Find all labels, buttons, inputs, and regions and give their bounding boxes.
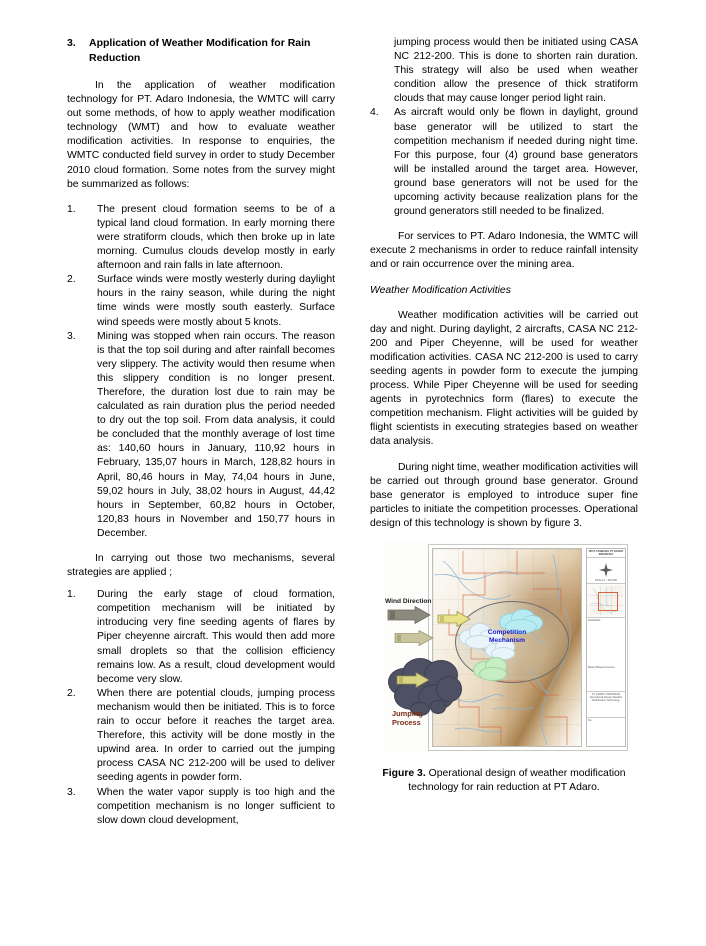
list-item [370, 106, 638, 219]
list-marker: 2. [67, 274, 76, 286]
list-item-continuation [370, 36, 638, 106]
figure-3-image [384, 542, 630, 753]
index-map-graphic [589, 586, 623, 615]
intro-paragraph: In the application of weather modification technology for PT. Adaro Indonesia, the WMTC will carry out some methods, of how to apply weather modification technology (WMT) and how to evaluate weather modification activities. In response to enquiries, the WMTC conducted field survey in order to study December 2010 cloud formation. Some notes from the survey might be summarized as follows: [67, 80, 335, 190]
competition-mechanism-label: Competition Mechanism [487, 629, 527, 644]
index-map-block [587, 584, 625, 618]
list-item [67, 273, 335, 329]
jumping-process-arrow-icon [396, 672, 430, 688]
list-text: As aircraft would only be flown in daylight, ground base generator will be utilized to start the competition mechanism if needed during night time. For this purpose, four (4) ground base generators will be installed around the target area. However, ground base generators will not be used for the upcoming activity because realization plans for the ground generators still needed to be finalized. [394, 107, 638, 218]
list-item [67, 203, 335, 273]
legend-organization-block [587, 692, 625, 718]
figure-3-caption [370, 767, 638, 795]
list-marker: 3. [67, 330, 76, 342]
activities-paragraph: Weather modification activities will be carried out day and night. During daylight, 2 aircrafts, CASA NC 212-200 and Piper Cheyenne, will be used for weather modification activities. CASA NC 212-200 is used to carry seeding agents in powder form to execute the jumping process. While Piper Cheyenne will be used for seeding agents in pyrotechnics form (flares) to execute the competition mechanism. Flight activities will be guided by flight scientists in executing strategies based on weather data analysis. [370, 309, 638, 448]
list-marker-empty [370, 36, 394, 106]
right-column [370, 36, 638, 926]
list-item [67, 588, 335, 687]
organization-line-2: Operational Design Weather Modification Technology [589, 696, 623, 703]
organization-line-1: PT. ADARO INDONESIA [591, 693, 621, 696]
map-frame [428, 544, 628, 751]
wind-direction-label: Wind Direction [385, 598, 432, 605]
survey-notes-list [67, 203, 335, 541]
north-label: U [605, 572, 607, 576]
list-text: Surface winds were mostly westerly during daylight hours in the rainy season, while during the night time winds were mostly south easterly. Surface wind speeds were mostly about 5 knots. [97, 274, 335, 328]
scale-note: SKALA 1 : 250.000 [595, 578, 617, 582]
jumping-process-label: Jumping Process [392, 709, 423, 727]
list-text: When there are potential clouds, jumping process mechanism would then be initiated. This is to force rain to occur before it reaches the target area. Therefore, this activity will be done mostly in the upwind area. In order to carried out the jumping process CASA NC 212-200 will be used to deliver seeding agents in powder form. [97, 687, 335, 784]
list-text: The present cloud formation seems to be of a typical land cloud formation. In early morning there were stratiform clouds, which then broke up in late morning. Cumulus clouds develop mostly in early afternoon and rain falls in late afternoon. [97, 203, 335, 272]
section-number: 3. [67, 37, 76, 49]
continued-strategy-text: jumping process would then be initiated using CASA NC 212-200. This is done to shorten rain duration. This strategy will also be used when weather condition allow the presence of thick stratiform clouds that may cause longer period light rain. [394, 37, 638, 105]
list-marker: 2. [67, 687, 76, 699]
list-marker: 4. [370, 107, 379, 119]
figure-caption-label: Figure 3. [382, 768, 426, 779]
section-heading [67, 36, 335, 66]
legend-title: PETA TAMBANG PT ADARO INDONESIA [588, 550, 624, 557]
legend-entry-note: Batas Wilayah Konsesi [588, 666, 615, 670]
services-paragraph: For services to PT. Adaro Indonesia, the WMTC will execute 2 mechanisms in order to reduce rainfall intensity and or rain occurrence over the mining area. [370, 231, 638, 271]
wind-arrow-small-icon [394, 630, 434, 646]
section-title-text: Application of Weather Modification for Rain Reduction [89, 37, 311, 64]
list-text: When the water vapor supply is too high and the competition mechanism is no longer sufficient to slow down cloud development, [97, 786, 335, 826]
strategies-intro-paragraph: In carrying out those two mechanisms, several strategies are applied ; [67, 553, 335, 579]
sheet-label: No. [588, 719, 593, 722]
seeding-arrow-icon [437, 611, 471, 627]
list-text: Mining was stopped when rain occurs. The reason is that the top soil during and after rainfall becomes very slippery. The activity would then resume when this slippery condition is no longer present. Therefore, the duration lost due to rain may be calculated as rain duration plus the period needed to dry out the top soil. From data analysis, it could be concluded that the monthly average of lost time as: 140,60 hours in January, 110,92 hours in February, 135,07 hours in March, 128,82 hours in April, 80,46 hours in May, 74,04 hours in June, 59,02 hours in July, 38,02 hours in August, 44,42 hours in September, 60,82 hours in October, 120,83 hours in November and 150,77 hours in December. [97, 330, 335, 539]
wind-arrow-large-icon [387, 606, 431, 624]
night-activities-paragraph: During night time, weather modification activities will be carried out through ground base generator. Ground base generator is employed to introduce super fine particles to initiate the competition processes. Operational design of this technology is shown by figure 3. [370, 461, 638, 529]
legend-heading: LEGENDA [588, 619, 601, 622]
list-marker: 1. [67, 203, 76, 215]
left-column [67, 36, 335, 926]
strategies-list-right [370, 36, 638, 219]
index-map-extent-box [598, 592, 618, 610]
map-base-raster [432, 548, 582, 747]
subsection-heading: Weather Modification Activities [370, 284, 511, 296]
list-marker: 1. [67, 589, 76, 601]
figure-caption-text: Operational design of weather modification technology for rain reduction at PT Adaro. [408, 768, 626, 794]
map-legend-panel [586, 548, 626, 747]
two-column-layout [67, 36, 639, 926]
strategies-list-left [67, 588, 335, 828]
list-item [67, 330, 335, 541]
legend-sheet-block [587, 718, 625, 734]
list-item [67, 786, 335, 828]
legend-body [587, 618, 625, 692]
list-item [67, 687, 335, 786]
figure-3-container [370, 542, 638, 795]
list-marker: 3. [67, 786, 76, 798]
north-arrow-block [587, 558, 625, 584]
list-text: During the early stage of cloud formation, competition mechanism will be initiated by introducing very fine seeding agents of flares by Piper cheyenne aircraft. This would then add more small droplets so that the collision efficiency remains low. As a result, cloud development would become very slow. [97, 589, 335, 685]
